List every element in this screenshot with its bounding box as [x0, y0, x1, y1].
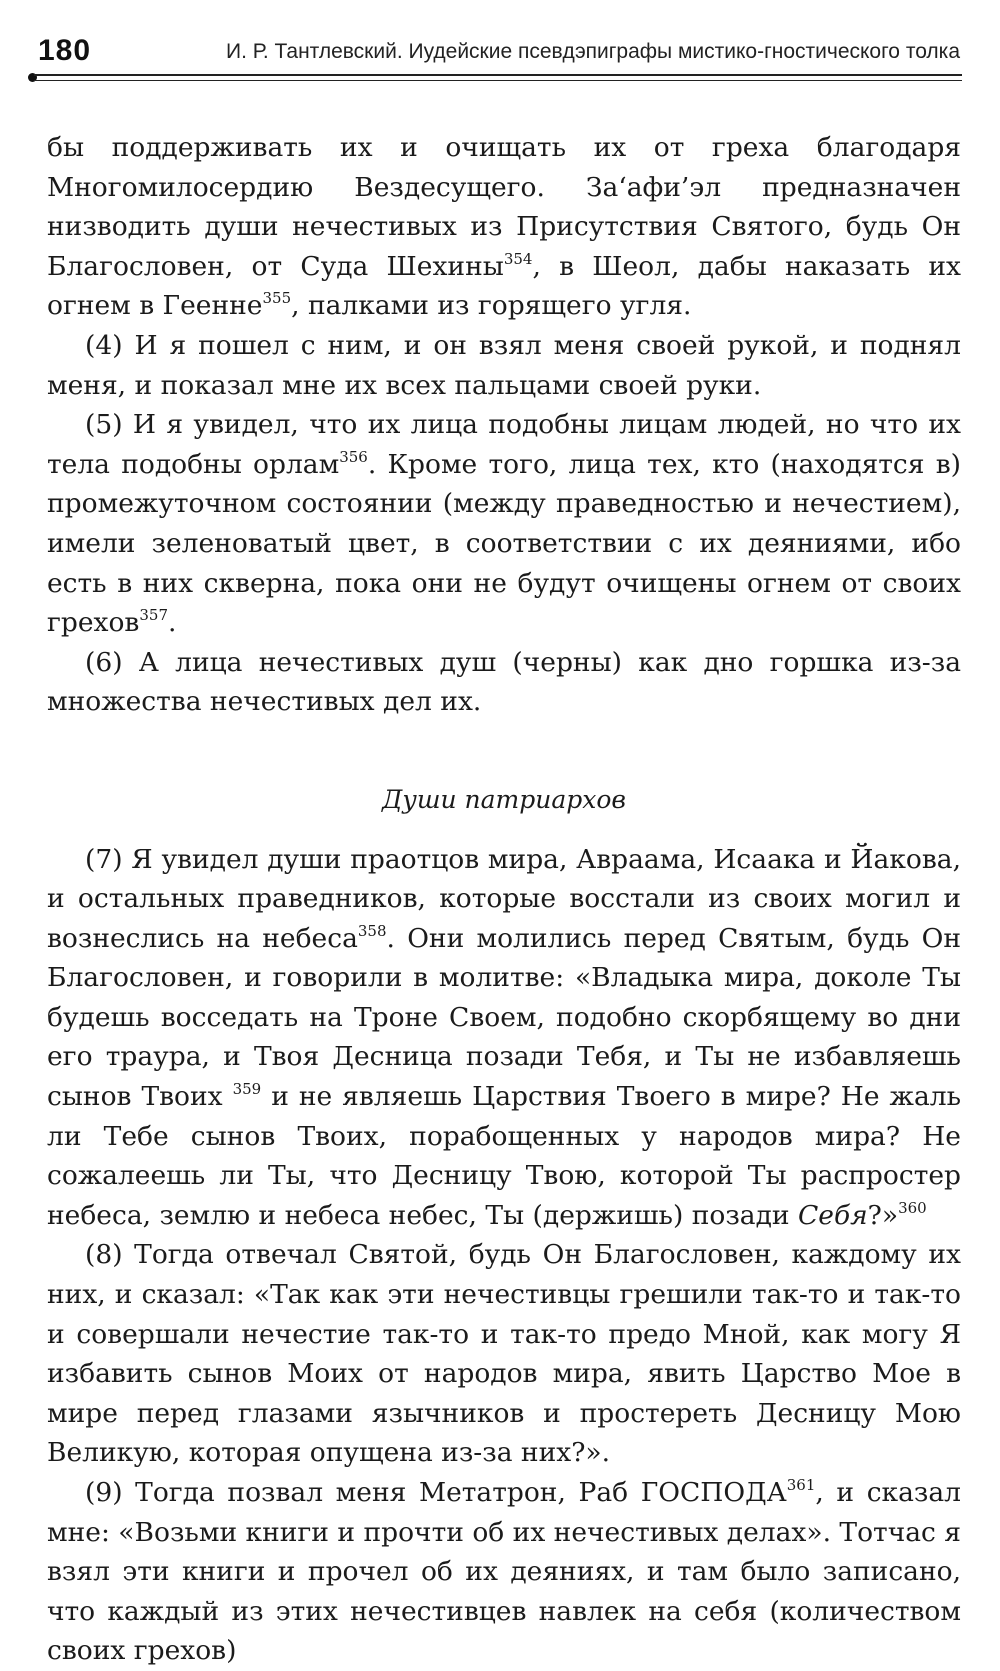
- text-run: , и сказал мне: «Возьми книги и прочти об их нечестивых делах». Тотчас я взял эти книги и прочел об их деяниях, и там было записано, что каждый из этих нечестивцев навлек на себя (количеством своих грехов): [47, 1477, 962, 1667]
- text-run: (4) И я пошел с ним, и он взял меня своей рукой, и поднял меня, и показал мне их всех пальцами своей руки.: [47, 329, 961, 401]
- paragraph: [47, 128, 961, 326]
- text-run: (7) Я увидел души праотцов мира, Авраама, Исаака и Йакова, и остальных праведников, которые восстали из своих могил и вознеслись на небеса: [47, 843, 961, 954]
- footnote-reference: 358: [357, 921, 387, 940]
- text-run: (5) И я увидел, что их лица подобны лицам людей, но что их тела подобны орлам: [47, 409, 961, 480]
- header-rule-line-thin: [34, 80, 962, 81]
- footnote-reference: 357: [139, 606, 168, 625]
- footnote-reference: 356: [339, 447, 368, 466]
- text-run: , палками из горящего угля.: [291, 290, 692, 322]
- italic-text: Себя: [797, 1199, 868, 1231]
- footnote-reference: 354: [503, 249, 533, 268]
- text-run: . Они молились перед Святым, будь Он Благословен, и говорили в молитве: «Владыка мира, доколе Ты будешь восседать на Троне Своем, подобно скорбящему во дни его траура, и Твоя Десница позади Тебя, и Ты не избавляешь сынов Твоих: [47, 922, 962, 1113]
- paragraph: [47, 405, 961, 643]
- footnote-reference: 361: [786, 1476, 816, 1494]
- paragraph: [47, 840, 961, 1236]
- header-rule: [28, 72, 962, 86]
- text-run: (9) Тогда позвал меня Метатрон, Раб ГОСПОДА: [85, 1477, 787, 1508]
- text-run: ?»: [867, 1199, 899, 1231]
- paragraph: [47, 326, 961, 405]
- running-title: И. Р. Тантлевский. Иудейские псевдэпиграфы мистико-гностического толка: [226, 40, 960, 63]
- paragraph: [47, 643, 961, 722]
- footnote-reference: 355: [262, 289, 292, 308]
- section-title: Души патриархов: [382, 784, 626, 814]
- paragraph: [47, 1235, 961, 1473]
- text-run: и не являешь Царствия Твоего в мире? Не жаль ли Тебе сынов Твоих, порабощенных у народов мира? Не сожалеешь ли Ты, что Десницу Твою, которой Ты распростер небеса, землю и небеса небес, Ты (держишь) позади: [47, 1081, 961, 1231]
- text-run: (6) А лица нечестивых душ (черны) как дно горшка из-за множества нечестивых дел их.: [47, 646, 961, 718]
- header-rule-line-thick: [34, 74, 962, 76]
- page-header: [30, 30, 960, 70]
- page-number: 180: [38, 34, 92, 67]
- text-run: . Кроме того, лица тех, кто (находятся в) промежуточном состоянии (между праведностью и нечестием), имели зеленоватый цвет, в соответствии с их деяниями, ибо есть в них скверна, пока они не будут очищены огнем от своих грехов: [47, 448, 961, 639]
- footnote-reference: 359: [232, 1080, 262, 1099]
- text-run: .: [168, 607, 177, 639]
- paragraphs-before-section: [47, 128, 961, 722]
- paragraph: [47, 1473, 961, 1671]
- footnote-reference: 360: [898, 1198, 927, 1217]
- text-run: , в Шеол, дабы наказать их огнем в Геенне: [47, 250, 961, 322]
- main-text: [47, 128, 961, 1671]
- text-run: бы поддерживать их и очищать их от греха благодаря Многомилосердию Вездесущего. За‘афи’эл предназначен низводить души нечестивых из Присутствия Святого, будь Он Благословен, от Суда Шехины: [47, 132, 961, 282]
- paragraphs-after-section: [47, 840, 961, 1671]
- text-run: (8) Тогда отвечал Святой, будь Он Благословен, каждому их них, и сказал: «Так как эти нечестивцы грешили так-то и так-то и совершали нечестие так-то и так-то предо Мной, как могу Я избавить сынов Моих от народов мира, явить Царство Мое в мире перед глазами язычников и простереть Десницу Мою Великую, которая опущена из-за них?».: [47, 1239, 961, 1469]
